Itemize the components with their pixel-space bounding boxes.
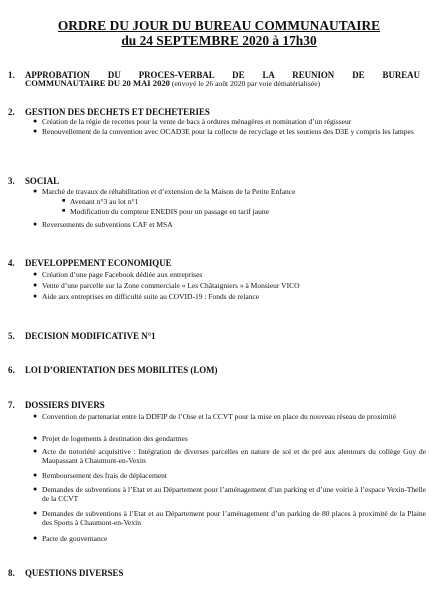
section-number: 5.: [8, 331, 15, 341]
list-item: [33, 534, 426, 543]
subitem-text: Avenant n°3 au lot n°1: [70, 197, 139, 206]
item-text: Convention de partenariat entre la DDFIP de l’Oise et la CCVT pour la mise en place du nouveau réseau de proximité: [42, 412, 397, 421]
list-item: [33, 412, 426, 421]
subitem-text: Modification du compteur ENEDIS pour un passage en tarif jaune: [70, 207, 269, 216]
item-text: Remboursement des frais de déplacement: [42, 471, 167, 480]
item-text: Création d’une page Facebook dédiée aux entreprises: [42, 270, 203, 279]
bullet-icon: ●: [33, 412, 38, 420]
bullet-icon: ●: [33, 187, 38, 195]
list-item: [33, 187, 426, 196]
section-4-heading: [8, 258, 172, 268]
bullet-icon: ●: [33, 509, 38, 517]
bullet-icon: ●: [33, 485, 38, 493]
section-2-heading: [8, 107, 210, 117]
list-item: [33, 447, 426, 466]
section-title-continued: COMMUNAUTAIRE DU 20 MAI 2020: [25, 78, 170, 88]
list-item: [33, 127, 422, 136]
item-text: Demandes de subventions à l’Etat et au Département pour l’aménagement d’un parking de 80 places à proximité de la Plaine des Sports à Chaumont-en-Vexin: [42, 509, 426, 528]
list-item: [33, 117, 426, 126]
item-text: Aide aux entreprises en difficulté suite au COVID-19 : Fonds de relance: [42, 292, 260, 301]
section-title: DECISION MODIFICATIVE N°1: [25, 331, 156, 341]
section-number: 1.: [8, 70, 15, 80]
bullet-icon: ●: [33, 471, 38, 479]
section-title: LOI D’ORIENTATION DES MOBILITES (LOM): [25, 365, 218, 375]
section-number: 3.: [8, 176, 15, 186]
section-5-heading: [8, 331, 156, 341]
list-item: [33, 220, 426, 229]
square-bullet-icon: ■: [62, 208, 66, 214]
bullet-icon: ●: [33, 117, 38, 125]
item-text: Vente d’une parcelle sur la Zone commerciale « Les Châtaigniers » à Monsieur VICO: [42, 281, 300, 290]
item-text: Projet de logements à destination des gendarmes: [42, 434, 188, 443]
section-1-heading-continued: [25, 79, 320, 88]
section-number: 6.: [8, 365, 15, 375]
section-title: GESTION DES DECHETS ET DECHETERIES: [25, 107, 210, 117]
bullet-icon: ●: [33, 127, 38, 135]
document-subtitle: du 24 SEPTEMBRE 2020 à 17h30: [121, 33, 317, 48]
list-item: [33, 485, 426, 504]
item-text: Création de la régie de recettes pour la vente de bacs à ordures ménagères et nomination d’un régisseur: [42, 117, 352, 126]
section-number: 8.: [8, 568, 15, 578]
sub-list-item: [62, 197, 139, 206]
section-title: QUESTIONS DIVERSES: [25, 568, 124, 578]
document-title: ORDRE DU JOUR DU BUREAU COMMUNAUTAIRE: [57, 18, 381, 33]
bullet-icon: ●: [33, 534, 38, 542]
section-title: SOCIAL: [25, 176, 60, 186]
section-8-heading: [8, 568, 123, 578]
sub-list-item: [62, 207, 269, 216]
list-item: [33, 471, 426, 480]
item-text: Marché de travaux de réhabilitation et d’extension de la Maison de la Petite Enfance: [42, 187, 296, 196]
section-number: 4.: [8, 258, 15, 268]
list-item: [33, 281, 426, 290]
section-title: DOSSIERS DIVERS: [25, 400, 105, 410]
section-6-heading: [8, 365, 217, 375]
section-note: (envoyé le 26 août 2020 par voie dématérialisée): [169, 79, 321, 88]
bullet-icon: ●: [33, 281, 38, 289]
list-item: [33, 509, 426, 528]
section-3-heading: [8, 176, 59, 186]
section-number: 2.: [8, 107, 15, 117]
bullet-icon: ●: [33, 292, 38, 300]
section-title: DEVELOPPEMENT ECONOMIQUE: [25, 258, 172, 268]
item-text: Pacte de gouvernance: [42, 534, 108, 543]
section-number: 7.: [8, 400, 15, 410]
square-bullet-icon: ■: [62, 198, 66, 204]
item-text: Reversements de subventions CAF et MSA: [42, 220, 173, 229]
bullet-icon: ●: [33, 220, 38, 228]
item-text: Demandes de subventions à l’Etat et au Département pour l’aménagement d’un parking et d’une voirie à l’espace Vexin-Thelle de la CCVT: [42, 485, 426, 504]
item-text: Renouvellement de la convention avec OCAD3E pour la collecte de recyclage et les soutiens des D3E y compris les lampes: [42, 127, 414, 136]
list-item: [33, 434, 426, 443]
bullet-icon: ●: [33, 447, 38, 455]
section-7-heading: [8, 400, 105, 410]
bullet-icon: ●: [33, 434, 38, 442]
section-title: APPROBATION DU PROCES-VERBAL DE LA REUNION DE BUREAU: [25, 70, 420, 80]
list-item: [33, 292, 426, 301]
list-item: [33, 270, 426, 279]
item-text: Acte de notoriété acquisitive : Intégration de diverses parcelles en nature de sol et de pré aux alentours du collège Guy de Maupassant à Chaumont-en-Vexin: [42, 447, 426, 466]
bullet-icon: ●: [33, 270, 38, 278]
